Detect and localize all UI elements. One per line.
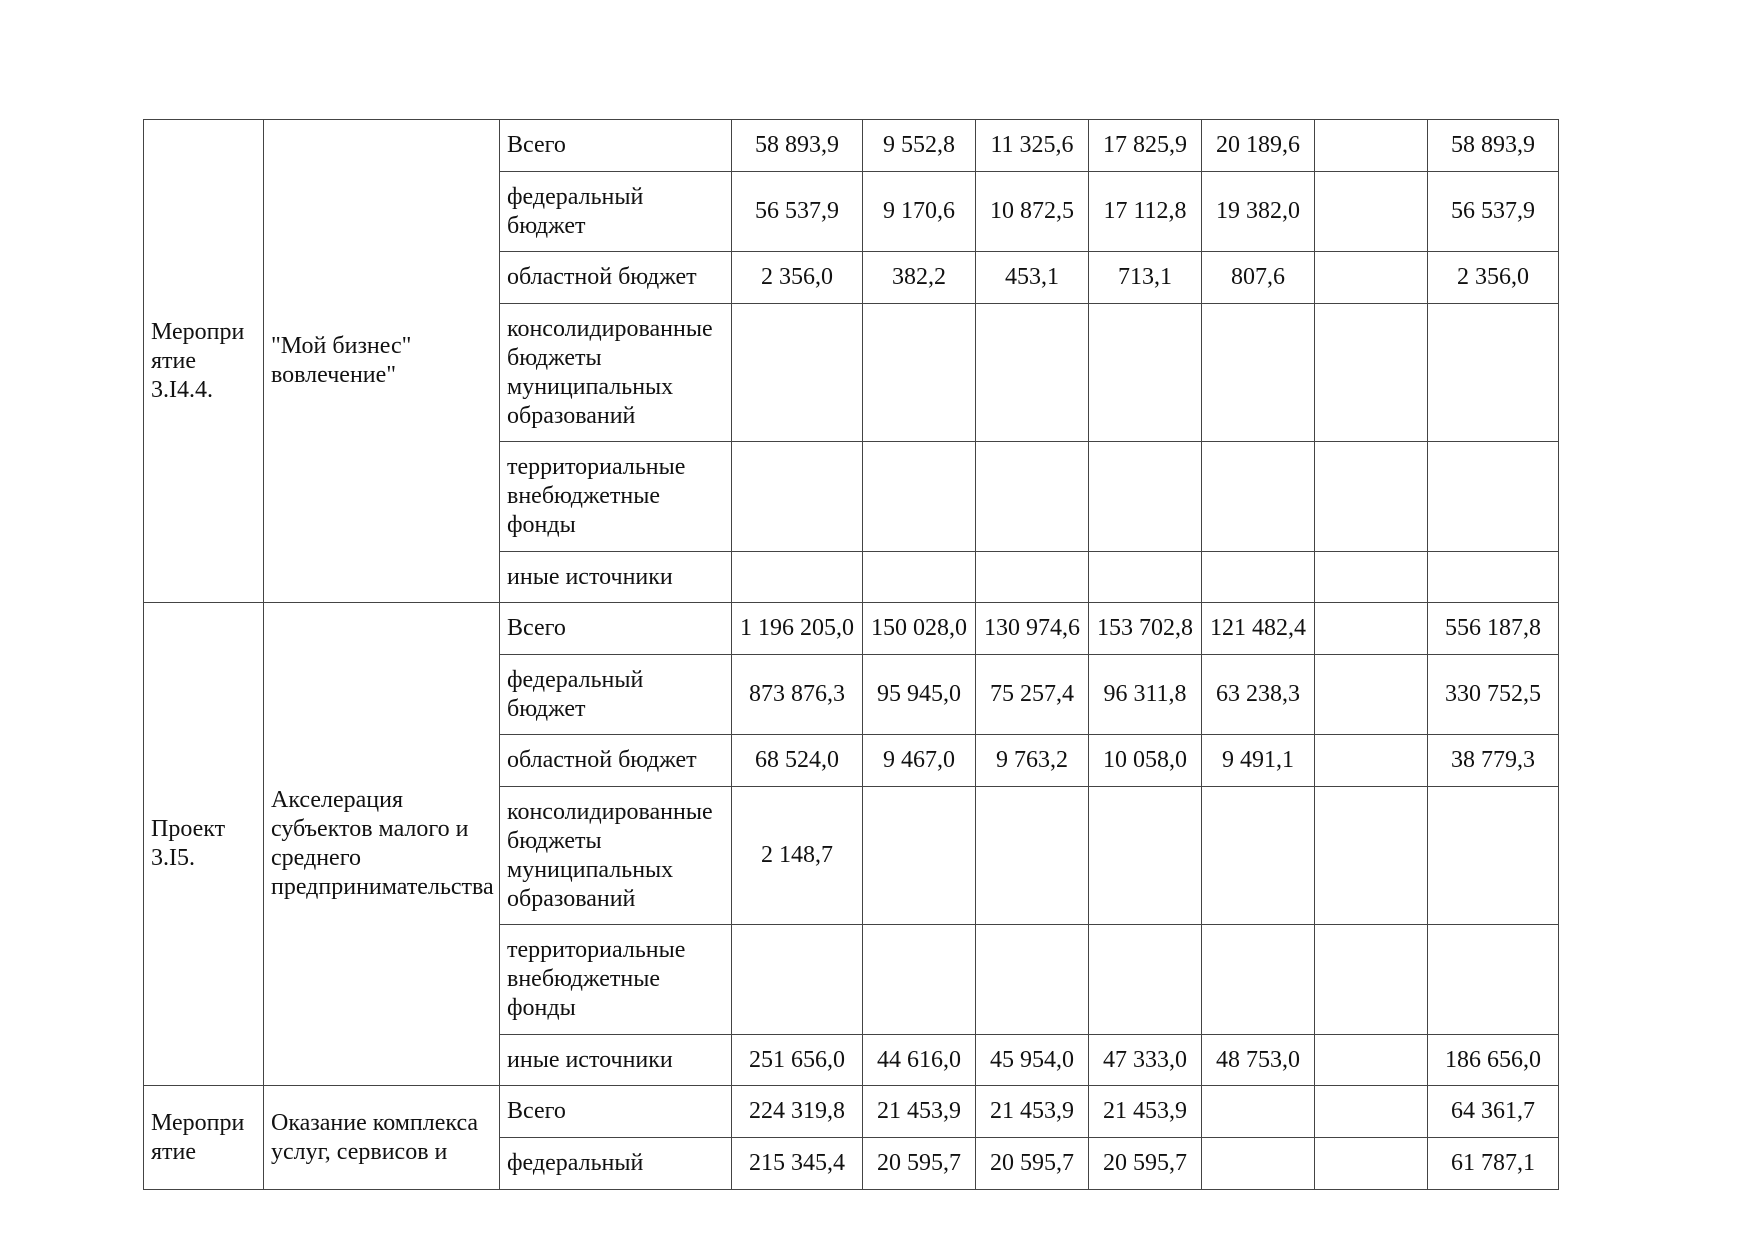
value-cell <box>732 552 863 603</box>
value-cell <box>732 925 863 1035</box>
project-name-cell: Акселерация субъектов малого и среднего предпринимательства <box>264 603 500 1086</box>
value-cell <box>1202 552 1315 603</box>
value-cell <box>1089 925 1202 1035</box>
value-cell: 9 552,8 <box>863 120 976 172</box>
event-name-cell: "Мой бизнес" вовлечение" <box>264 120 500 603</box>
value-cell: 153 702,8 <box>1089 603 1202 655</box>
value-cell: 382,2 <box>863 252 976 304</box>
value-cell: 215 345,4 <box>732 1138 863 1190</box>
total-cell <box>1428 442 1559 552</box>
value-cell <box>1315 304 1428 442</box>
funding-source-cell: областной бюджет <box>500 735 732 787</box>
total-cell <box>1428 787 1559 925</box>
funding-source-cell: федеральный <box>500 1138 732 1190</box>
value-cell <box>976 304 1089 442</box>
value-cell: 9 467,0 <box>863 735 976 787</box>
value-cell: 807,6 <box>1202 252 1315 304</box>
event-code-line: ятие <box>151 1138 197 1165</box>
value-cell: 150 028,0 <box>863 603 976 655</box>
value-cell: 21 453,9 <box>976 1086 1089 1138</box>
event-code-line: Меропри <box>151 318 245 345</box>
value-cell: 9 491,1 <box>1202 735 1315 787</box>
table-row <box>144 120 1559 172</box>
table-row <box>144 1086 1559 1138</box>
funding-source-cell: федеральный бюджет <box>500 655 732 735</box>
value-cell: 45 954,0 <box>976 1035 1089 1086</box>
value-cell: 17 112,8 <box>1089 172 1202 252</box>
value-cell: 17 825,9 <box>1089 120 1202 172</box>
value-cell <box>863 304 976 442</box>
event-name-cell: Оказание комплекса услуг, сервисов и <box>264 1086 500 1190</box>
event-code-cell <box>144 1086 264 1190</box>
value-cell: 20 595,7 <box>1089 1138 1202 1190</box>
funding-source-cell: территориальные внебюджетные фонды <box>500 925 732 1035</box>
funding-source-cell: Всего <box>500 120 732 172</box>
value-cell: 68 524,0 <box>732 735 863 787</box>
total-cell <box>1428 925 1559 1035</box>
funding-source-cell: Всего <box>500 603 732 655</box>
value-cell <box>1089 552 1202 603</box>
value-cell <box>732 304 863 442</box>
value-cell <box>1315 735 1428 787</box>
funding-source-cell: иные источники <box>500 552 732 603</box>
value-cell <box>1315 655 1428 735</box>
value-cell: 20 189,6 <box>1202 120 1315 172</box>
value-cell <box>1315 603 1428 655</box>
event-code-line: 3.I4.4. <box>151 376 213 403</box>
value-cell <box>1315 552 1428 603</box>
value-cell: 10 872,5 <box>976 172 1089 252</box>
value-cell <box>1315 442 1428 552</box>
value-cell <box>1202 304 1315 442</box>
value-cell: 58 893,9 <box>732 120 863 172</box>
value-cell: 121 482,4 <box>1202 603 1315 655</box>
value-cell <box>732 442 863 552</box>
value-cell: 63 238,3 <box>1202 655 1315 735</box>
funding-source-cell: территориальные внебюджетные фонды <box>500 442 732 552</box>
total-cell: 2 356,0 <box>1428 252 1559 304</box>
funding-source-cell: Всего <box>500 1086 732 1138</box>
value-cell: 47 333,0 <box>1089 1035 1202 1086</box>
value-cell: 95 945,0 <box>863 655 976 735</box>
total-cell <box>1428 304 1559 442</box>
value-cell: 10 058,0 <box>1089 735 1202 787</box>
total-cell: 64 361,7 <box>1428 1086 1559 1138</box>
value-cell <box>1315 1035 1428 1086</box>
total-cell: 56 537,9 <box>1428 172 1559 252</box>
value-cell <box>1089 304 1202 442</box>
value-cell: 2 356,0 <box>732 252 863 304</box>
budget-table <box>143 119 1559 1190</box>
total-cell: 330 752,5 <box>1428 655 1559 735</box>
event-code-line: Меропри <box>151 1109 245 1136</box>
value-cell: 251 656,0 <box>732 1035 863 1086</box>
total-cell: 38 779,3 <box>1428 735 1559 787</box>
value-cell: 2 148,7 <box>732 787 863 925</box>
value-cell: 224 319,8 <box>732 1086 863 1138</box>
value-cell <box>976 552 1089 603</box>
event-code-cell <box>144 120 264 603</box>
value-cell: 9 763,2 <box>976 735 1089 787</box>
value-cell: 453,1 <box>976 252 1089 304</box>
project-code-cell: Проект 3.I5. <box>144 603 264 1086</box>
value-cell <box>1315 787 1428 925</box>
value-cell: 96 311,8 <box>1089 655 1202 735</box>
value-cell <box>1202 787 1315 925</box>
value-cell: 56 537,9 <box>732 172 863 252</box>
value-cell <box>1202 1086 1315 1138</box>
value-cell: 9 170,6 <box>863 172 976 252</box>
funding-source-cell: консолидированные бюджеты муниципальных образований <box>500 787 732 925</box>
value-cell <box>1202 1138 1315 1190</box>
value-cell: 11 325,6 <box>976 120 1089 172</box>
value-cell: 873 876,3 <box>732 655 863 735</box>
total-cell: 61 787,1 <box>1428 1138 1559 1190</box>
event-code-line: ятие <box>151 347 197 374</box>
value-cell <box>863 442 976 552</box>
total-cell <box>1428 552 1559 603</box>
value-cell <box>1315 172 1428 252</box>
funding-source-cell: областной бюджет <box>500 252 732 304</box>
funding-source-cell: иные источники <box>500 1035 732 1086</box>
total-cell: 186 656,0 <box>1428 1035 1559 1086</box>
value-cell <box>1202 442 1315 552</box>
value-cell: 48 753,0 <box>1202 1035 1315 1086</box>
value-cell <box>1089 787 1202 925</box>
value-cell: 44 616,0 <box>863 1035 976 1086</box>
value-cell <box>1315 120 1428 172</box>
value-cell: 713,1 <box>1089 252 1202 304</box>
value-cell <box>863 552 976 603</box>
funding-source-cell: федеральный бюджет <box>500 172 732 252</box>
value-cell <box>976 442 1089 552</box>
value-cell <box>1315 925 1428 1035</box>
value-cell: 21 453,9 <box>863 1086 976 1138</box>
value-cell <box>863 925 976 1035</box>
value-cell <box>1315 252 1428 304</box>
value-cell <box>976 925 1089 1035</box>
table-row <box>144 603 1559 655</box>
total-cell: 556 187,8 <box>1428 603 1559 655</box>
value-cell: 75 257,4 <box>976 655 1089 735</box>
value-cell: 130 974,6 <box>976 603 1089 655</box>
value-cell <box>1202 925 1315 1035</box>
value-cell <box>976 787 1089 925</box>
value-cell <box>1089 442 1202 552</box>
value-cell: 19 382,0 <box>1202 172 1315 252</box>
total-cell: 58 893,9 <box>1428 120 1559 172</box>
value-cell <box>1315 1086 1428 1138</box>
value-cell <box>1315 1138 1428 1190</box>
funding-source-cell: консолидированные бюджеты муниципальных образований <box>500 304 732 442</box>
value-cell: 21 453,9 <box>1089 1086 1202 1138</box>
value-cell: 1 196 205,0 <box>732 603 863 655</box>
value-cell: 20 595,7 <box>976 1138 1089 1190</box>
value-cell: 20 595,7 <box>863 1138 976 1190</box>
value-cell <box>863 787 976 925</box>
